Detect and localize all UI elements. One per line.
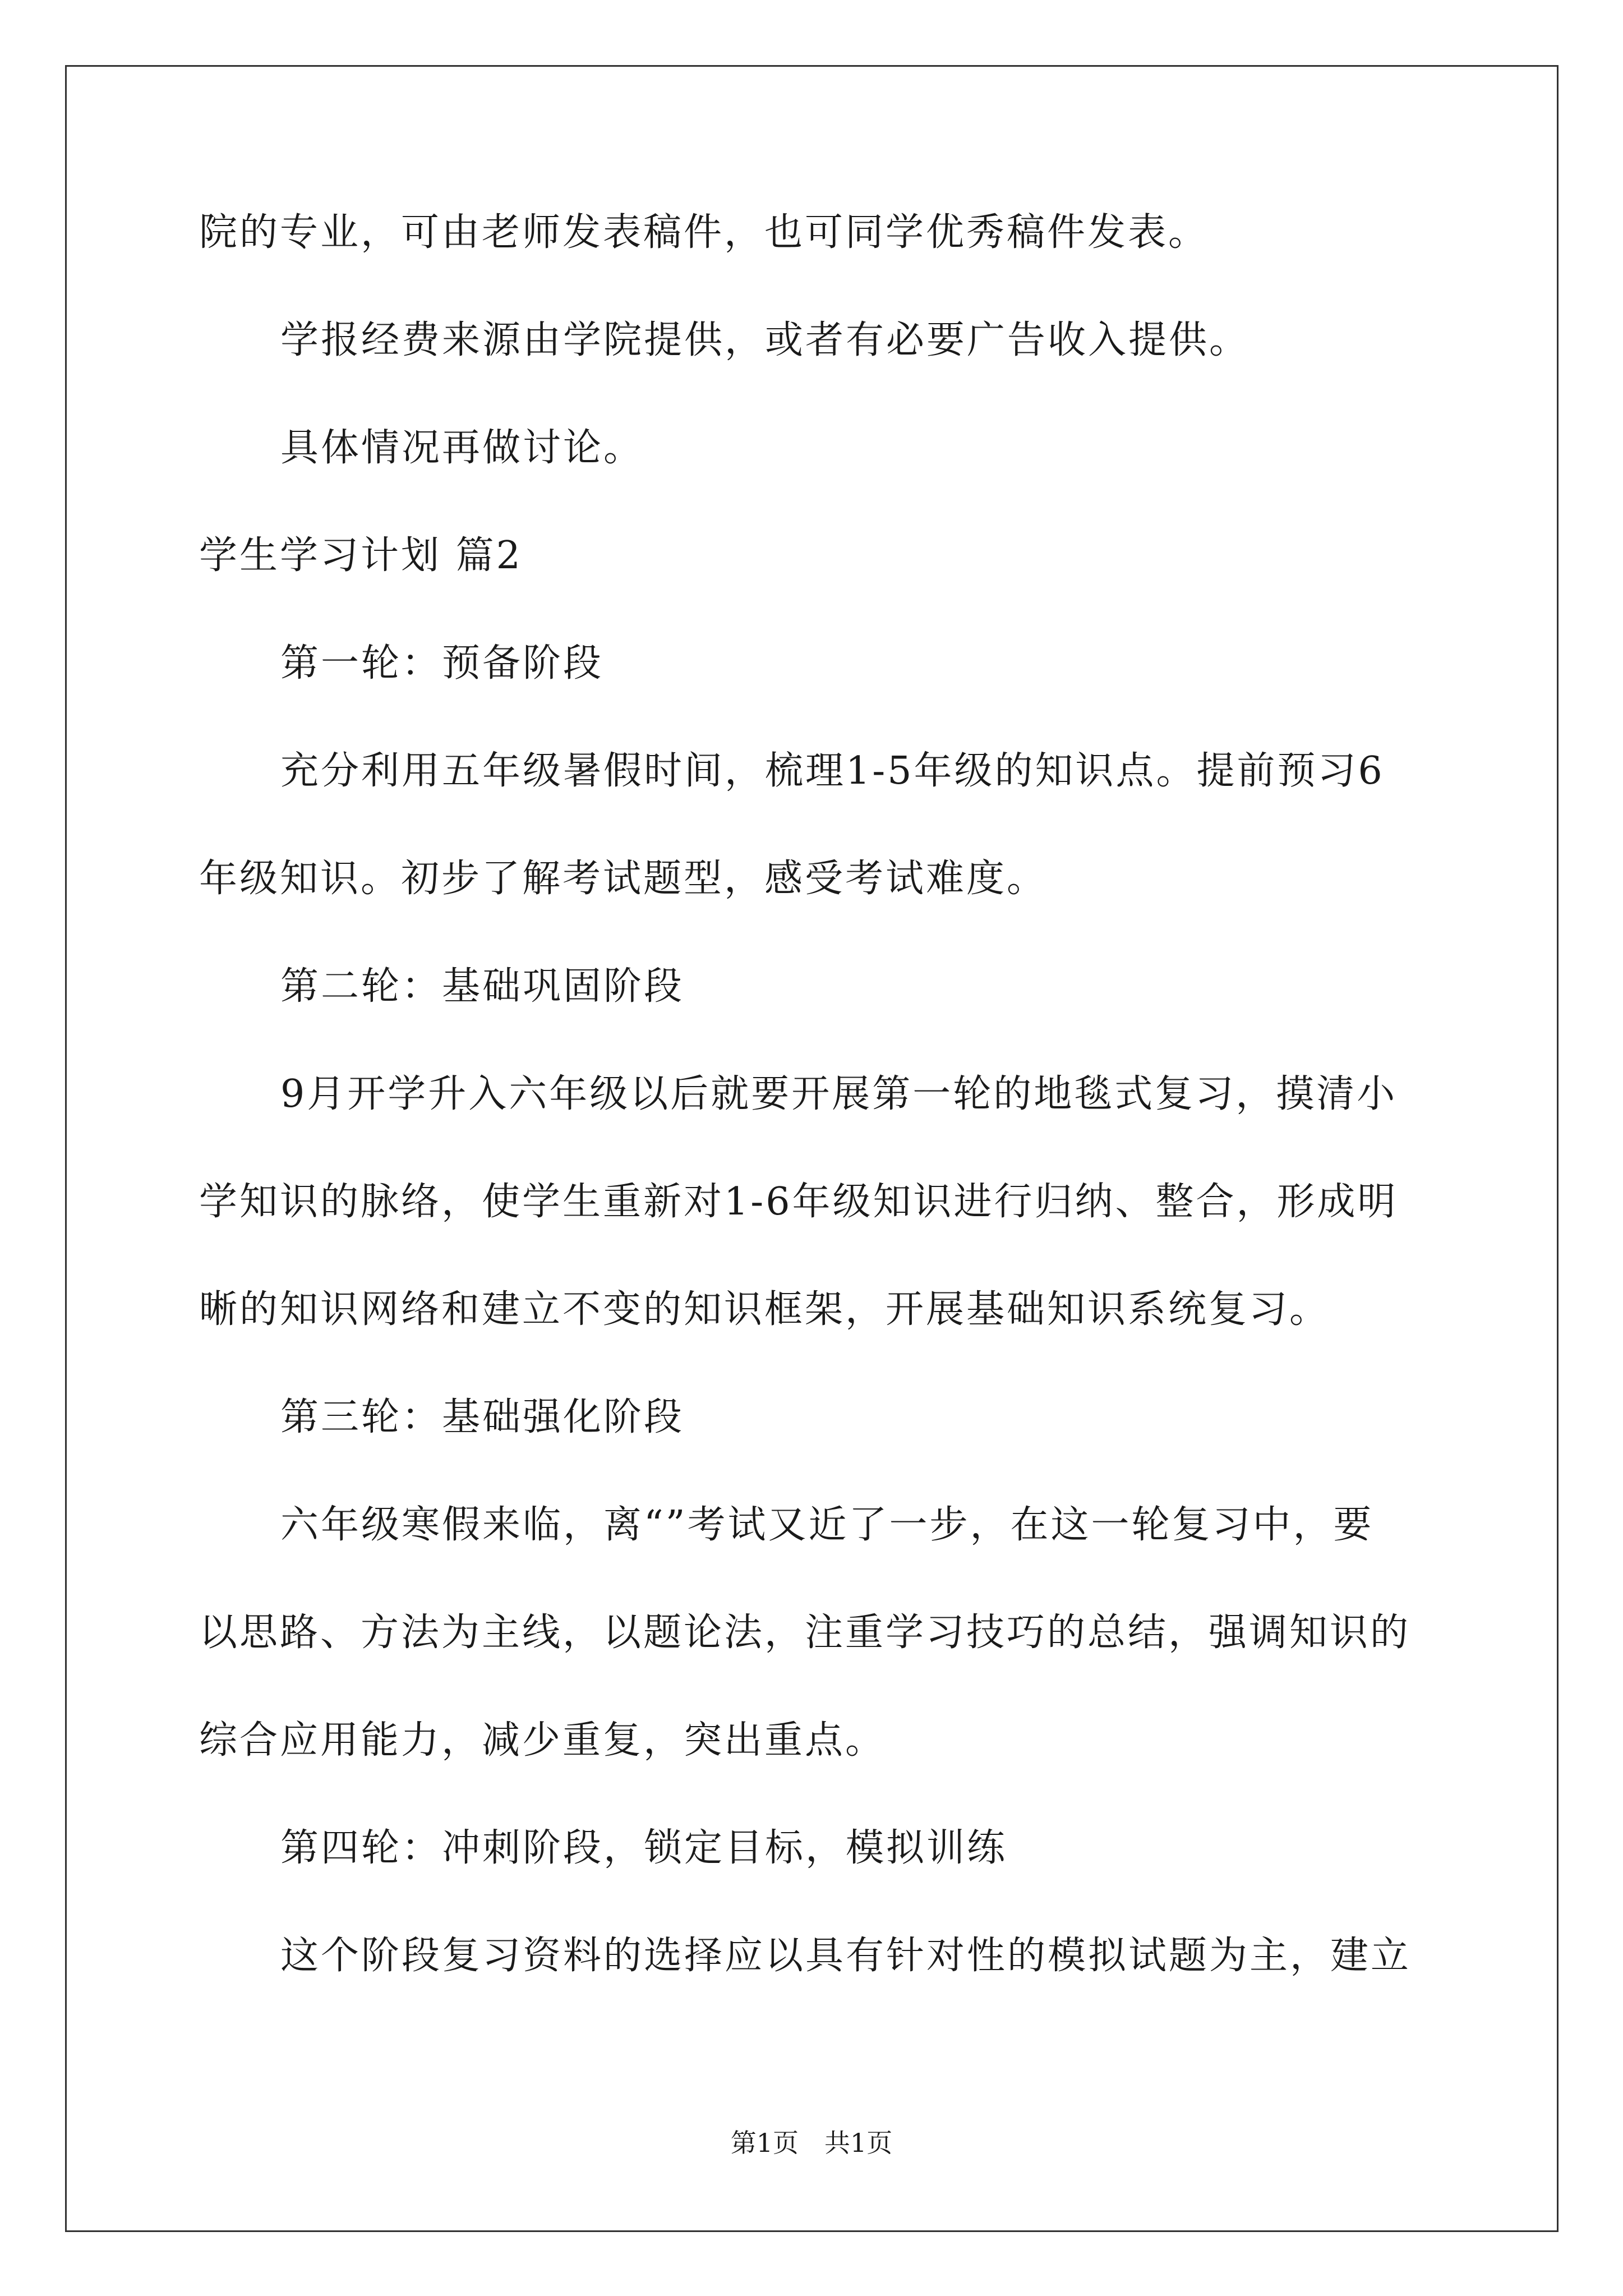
paragraph-line: 院的专业，可由老师发表稿件，也可同学优秀稿件发表。 bbox=[199, 210, 1209, 255]
paragraph-line: 综合应用能力，减少重复，突出重点。 bbox=[199, 1718, 886, 1763]
stage-heading: 第二轮：基础巩固阶段 bbox=[280, 964, 685, 1009]
paragraph-line: 学知识的脉络，使学生重新对1-6年级知识进行归纳、整合，形成明 bbox=[199, 1180, 1398, 1224]
section-heading: 学生学习计划 篇2 bbox=[199, 533, 523, 578]
paragraph-line: 以思路、方法为主线，以题论法，注重学习技巧的总结，强调知识的 bbox=[199, 1611, 1411, 1655]
paragraph-line: 晰的知识网络和建立不变的知识框架，开展基础知识系统复习。 bbox=[199, 1287, 1330, 1332]
page-border bbox=[65, 65, 1559, 2232]
paragraph-line: 这个阶段复习资料的选择应以具有针对性的模拟试题为主，建立 bbox=[280, 1934, 1412, 1978]
paragraph-line: 具体情况再做讨论。 bbox=[280, 426, 644, 470]
page-number: 第1页 共1页 bbox=[730, 2128, 893, 2158]
paragraph-line: 学报经费来源由学院提供，或者有必要广告收入提供。 bbox=[280, 318, 1250, 362]
paragraph-line: 年级知识。初步了解考试题型，感受考试难度。 bbox=[199, 857, 1048, 901]
paragraph-line: 9月开学升入六年级以后就要开展第一轮的地毯式复习，摸清小 bbox=[280, 1072, 1398, 1116]
paragraph-line: 六年级寒假来临，离“”考试又近了一步，在这一轮复习中，要 bbox=[280, 1503, 1374, 1547]
stage-heading: 第一轮：预备阶段 bbox=[280, 641, 604, 685]
stage-heading: 第四轮：冲刺阶段，锁定目标，模拟训练 bbox=[280, 1826, 1008, 1870]
stage-heading: 第三轮：基础强化阶段 bbox=[280, 1395, 685, 1439]
paragraph-line: 充分利用五年级暑假时间，梳理1-5年级的知识点。提前预习6 bbox=[280, 749, 1385, 793]
